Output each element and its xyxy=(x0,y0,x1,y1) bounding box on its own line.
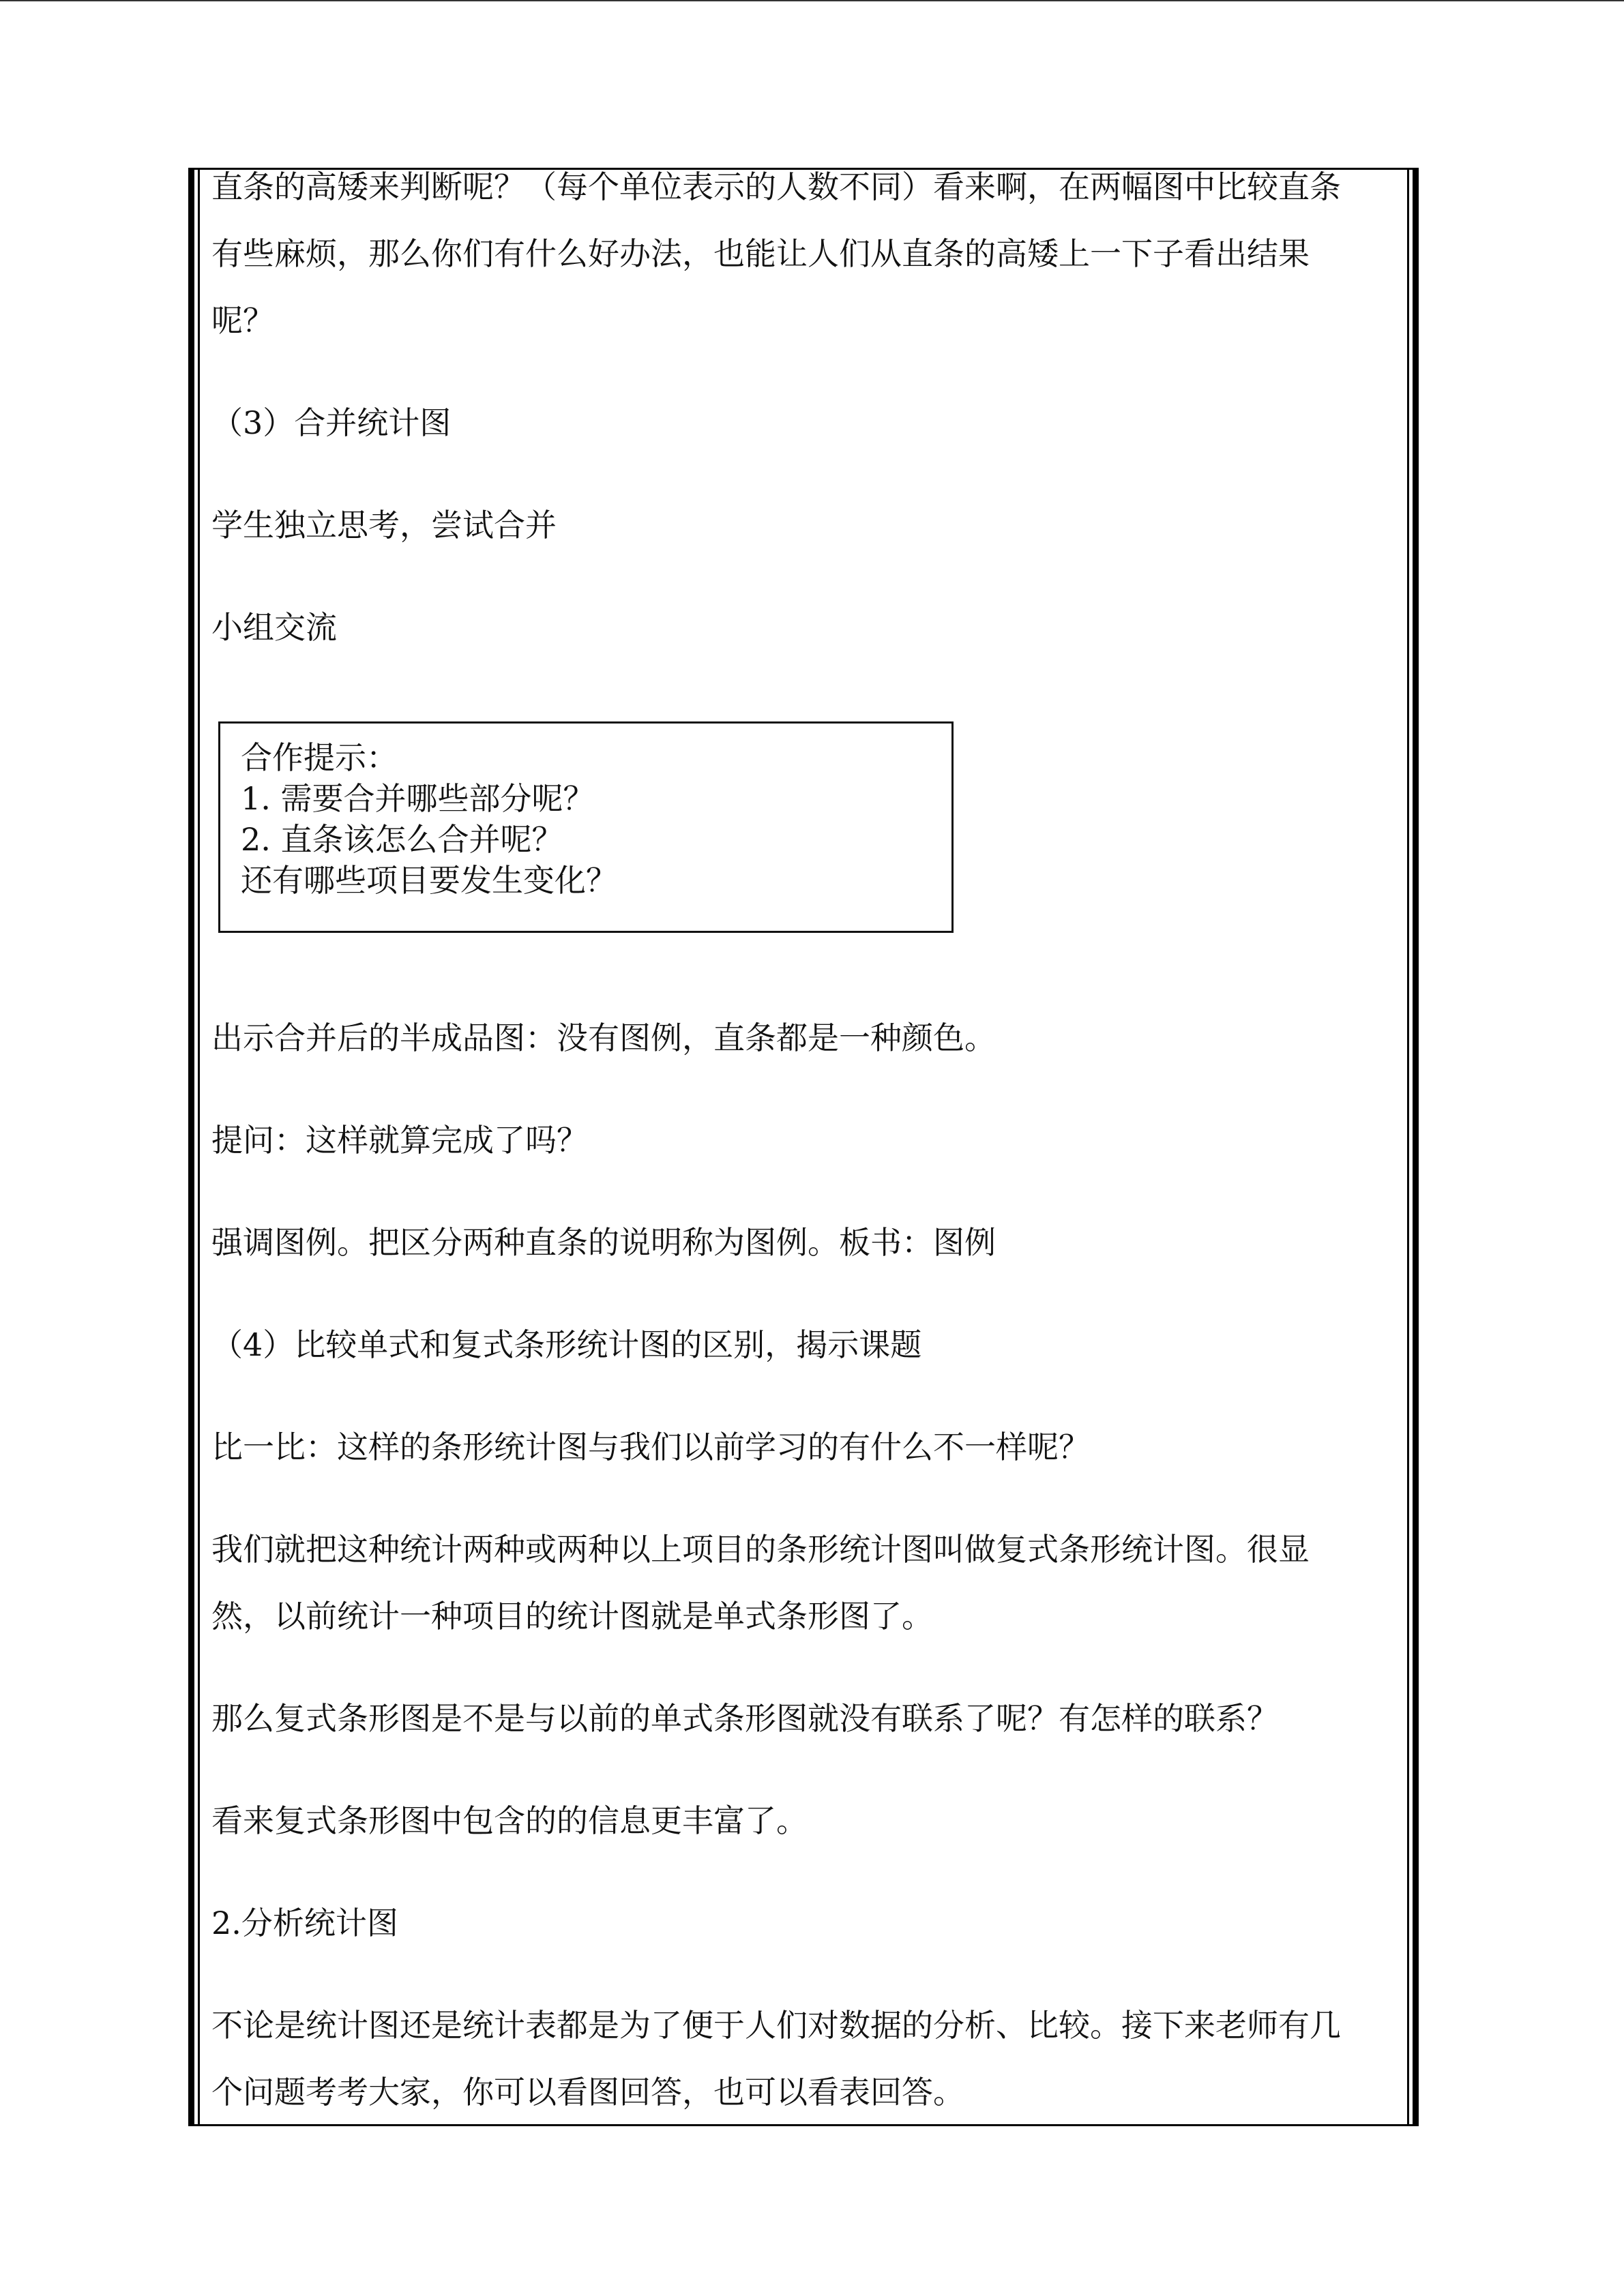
paragraph-line: 然，以前统计一种项目的统计图就是单式条形图了。 xyxy=(211,1598,933,1635)
hint-item: 1. 需要合并哪些部分呢？ xyxy=(241,780,595,817)
frame-left-thin-rule xyxy=(198,168,200,2126)
paragraph-line: 个问题考考大家，你可以看图回答，也可以看表回答。 xyxy=(211,2074,964,2111)
paragraph-line: 比一比：这样的条形统计图与我们以前学习的有什么不一样呢？ xyxy=(211,1429,1090,1465)
paragraph-line: 不论是统计图还是统计表都是为了便于人们对数据的分析、比较。接下来老师有几 xyxy=(211,2007,1341,2044)
page-top-border xyxy=(0,0,1624,1)
hint-item: 还有哪些项目要发生变化？ xyxy=(241,862,617,899)
cooperation-hint-box xyxy=(218,721,954,933)
section-heading: 2.分析统计图 xyxy=(211,1905,398,1941)
paragraph-line: 有些麻烦，那么你们有什么好办法，也能让人们从直条的高矮上一下子看出结果 xyxy=(211,235,1310,272)
frame-bottom-rule xyxy=(188,2124,1419,2126)
paragraph-line: 学生独立思考，尝试合并 xyxy=(211,507,557,543)
paragraph-line: 那么复式条形图是不是与以前的单式条形图就没有联系了呢？有怎样的联系？ xyxy=(211,1700,1278,1737)
paragraph-line: 提问：这样就算完成了吗？ xyxy=(211,1122,588,1159)
hint-item: 2. 直条该怎么合并呢？ xyxy=(241,821,563,858)
frame-left-thick-rule xyxy=(188,168,194,2126)
paragraph-line: 看来复式条形图中包含的的信息更丰富了。 xyxy=(211,1802,808,1839)
section-heading: （3）合并统计图 xyxy=(211,404,452,441)
paragraph-line: 强调图例。把区分两种直条的说明称为图例。板书：图例 xyxy=(211,1224,996,1261)
hint-title: 合作提示： xyxy=(241,739,398,776)
paragraph-line: 呢？ xyxy=(211,302,274,339)
frame-right-thick-rule xyxy=(1413,168,1419,2126)
paragraph-line: 直条的高矮来判断呢？（每个单位表示的人数不同）看来啊，在两幅图中比较直条 xyxy=(211,168,1341,205)
frame-right-thin-rule xyxy=(1407,168,1409,2126)
paragraph-line: 我们就把这种统计两种或两种以上项目的条形统计图叫做复式条形统计图。很显 xyxy=(211,1531,1310,1568)
paragraph-line: 出示合并后的半成品图：没有图例，直条都是一种颜色。 xyxy=(211,1019,996,1056)
paragraph-line: 小组交流 xyxy=(211,609,337,646)
section-heading: （4）比较单式和复式条形统计图的区别，揭示课题 xyxy=(211,1326,922,1363)
